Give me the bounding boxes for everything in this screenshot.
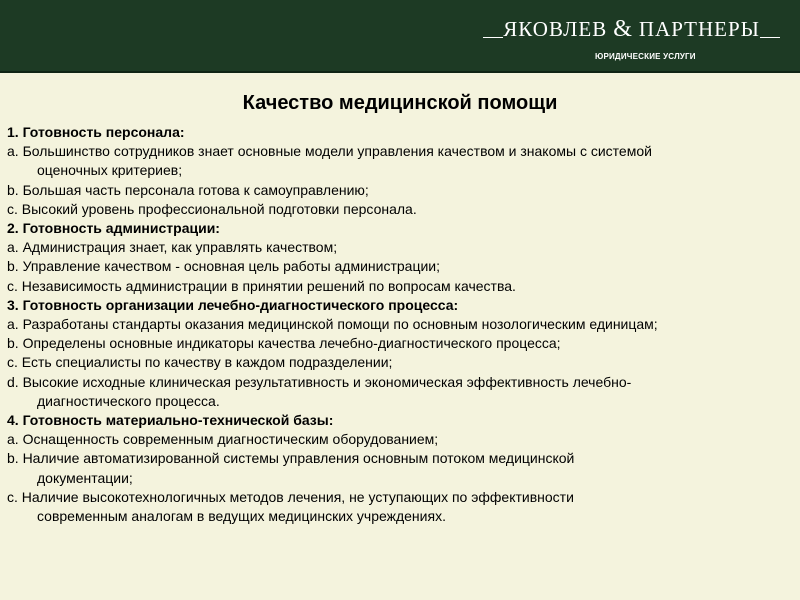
list-item: c. Высокий уровень профессиональной подготовки персонала. xyxy=(7,200,417,217)
list-item: a. Оснащенность современным диагностическим оборудованием; xyxy=(7,431,439,448)
brand-ampersand: & xyxy=(613,15,633,42)
section-heading-equipment: 4. Готовность материально-технической базы: xyxy=(7,412,334,429)
brand-tagline: ЮРИДИЧЕСКИЕ УСЛУГИ xyxy=(595,52,696,61)
list-item-continuation: современным аналогам в ведущих медицинских учреждениях. xyxy=(37,508,446,525)
slide-title: Качество медицинской помощи xyxy=(242,92,558,114)
brand-logo xyxy=(483,16,780,42)
list-item-continuation: документации; xyxy=(37,469,133,486)
section-heading-administration: 2. Готовность администрации: xyxy=(7,220,220,237)
list-item: a. Администрация знает, как управлять качеством; xyxy=(7,239,338,256)
slide-body xyxy=(7,123,793,526)
list-item-continuation: оценочных критериев; xyxy=(37,162,183,179)
brand-rule-right xyxy=(760,37,780,38)
list-item: b. Управление качеством - основная цель работы администрации; xyxy=(7,258,441,275)
list-item: a. Разработаны стандарты оказания медицинской помощи по основным нозологическим единицам; xyxy=(7,316,658,333)
list-item: b. Большая часть персонала готова к самоуправлению; xyxy=(7,181,369,198)
brand-name-left: ЯКОВЛЕВ xyxy=(503,16,608,41)
list-item: c. Есть специалисты по качеству в каждом подразделении; xyxy=(7,354,393,371)
brand-rule-left xyxy=(483,37,503,38)
section-heading-staff: 1. Готовность персонала: xyxy=(7,124,185,140)
list-item: a. Большинство сотрудников знает основные модели управления качеством и знакомы с системой xyxy=(7,143,652,160)
list-item: b. Определены основные индикаторы качества лечебно-диагностического процесса; xyxy=(7,335,561,352)
list-item: b. Наличие автоматизированной системы управления основным потоком медицинской xyxy=(7,450,575,467)
section-heading-process: 3. Готовность организации лечебно-диагностического процесса: xyxy=(7,296,459,313)
header-band xyxy=(0,0,800,73)
list-item: c. Независимость администрации в принятии решений по вопросам качества. xyxy=(7,277,516,294)
list-item-continuation: диагностического процесса. xyxy=(37,392,220,409)
list-item: c. Наличие высокотехнологичных методов лечения, не уступающих по эффективности xyxy=(7,488,574,505)
list-item: d. Высокие исходные клиническая результативность и экономическая эффективность лечебно- xyxy=(7,373,632,390)
brand-name-right: ПАРТНЕРЫ xyxy=(638,16,760,41)
